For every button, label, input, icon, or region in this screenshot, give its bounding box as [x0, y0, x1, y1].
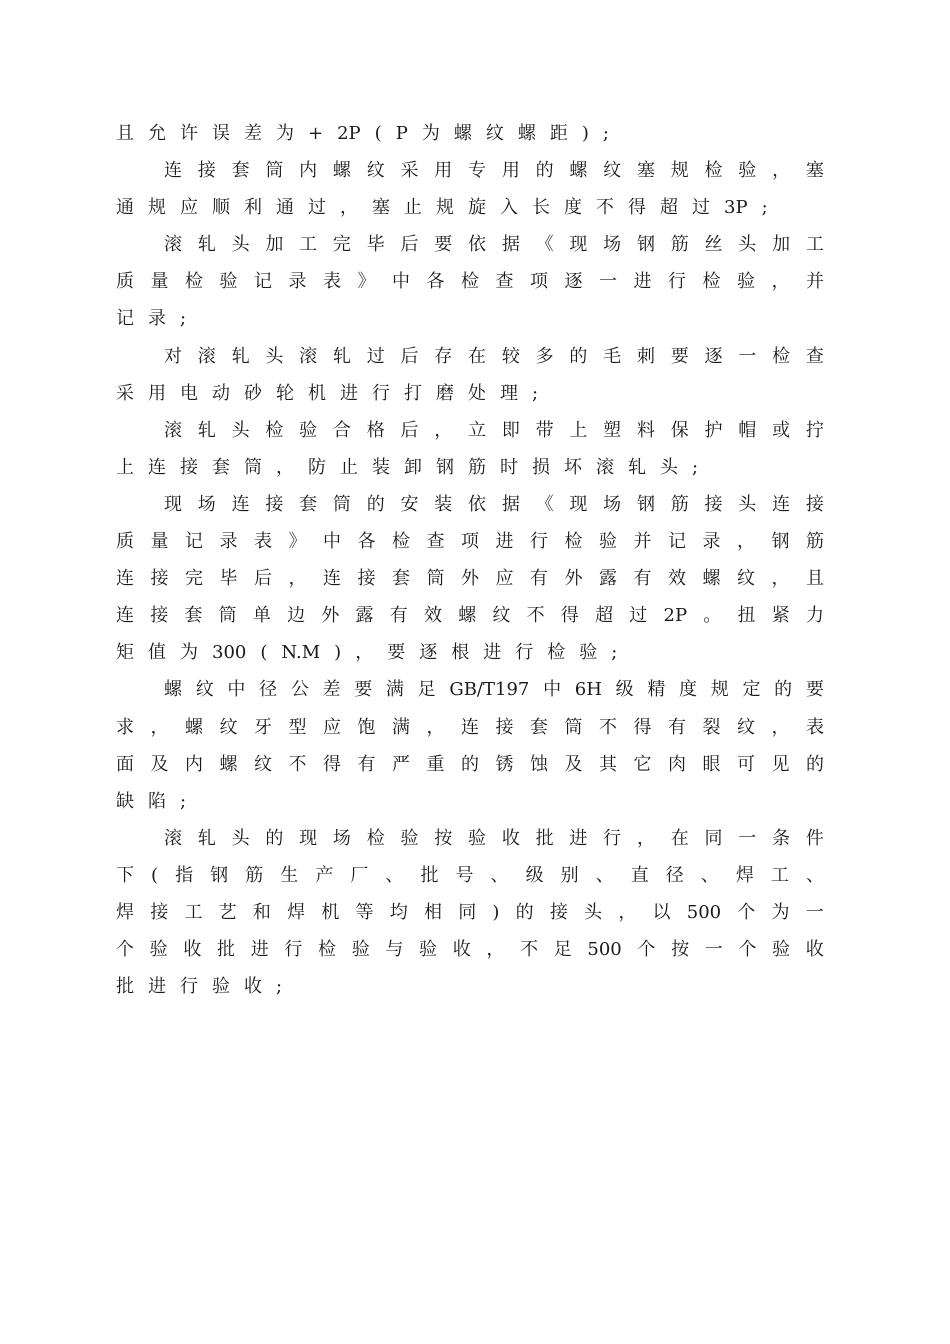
text-line: 个 验 收 批 进 行 检 验 与 验 收 ， 不 足 500 个 按 一 个 验 收: [116, 939, 824, 961]
text-line: 下 ( 指 钢 筋 生 产 厂 、 批 号 、 级 别 、 直 径 、 焊 工 、: [116, 864, 824, 886]
text-line: 批 进 行 验 收 ;: [116, 976, 283, 998]
text-line: 连 接 套 筒 内 螺 纹 采 用 专 用 的 螺 纹 塞 规 检 验 ， 塞: [164, 160, 824, 182]
text-line: 对 滚 轧 头 滚 轧 过 后 存 在 较 多 的 毛 刺 要 逐 一 检 查: [164, 345, 824, 367]
text-line: 滚 轧 头 的 现 场 检 验 按 验 收 批 进 行 ， 在 同 一 条 件: [164, 827, 824, 849]
text-line: 连 接 套 筒 单 边 外 露 有 效 螺 纹 不 得 超 过 2P 。 扭 紧 力: [116, 605, 824, 627]
text-line: 质 量 检 验 记 录 表 》 中 各 检 查 项 逐 一 进 行 检 验 ， 并: [116, 271, 824, 293]
text-line: 滚 轧 头 检 验 合 格 后 ， 立 即 带 上 塑 料 保 护 帽 或 拧: [164, 419, 824, 441]
text-line: 且 允 许 误 差 为 + 2P ( P 为 螺 纹 螺 距 ) ;: [116, 123, 609, 144]
text-line: 通 规 应 顺 利 通 过 ， 塞 止 规 旋 入 长 度 不 得 超 过 3P ;: [116, 197, 768, 219]
text-line: 连 接 完 毕 后 ， 连 接 套 筒 外 应 有 外 露 有 效 螺 纹 ， 且: [116, 568, 824, 590]
text-line: 矩 值 为 300 ( N.M ) ， 要 逐 根 进 行 检 验 ;: [116, 642, 618, 664]
text-line: 螺 纹 中 径 公 差 要 满 足 GB/T197 中 6H 级 精 度 规 定 的 要: [164, 679, 824, 701]
text-line: 面 及 内 螺 纹 不 得 有 严 重 的 锈 蚀 及 其 它 肉 眼 可 见 的: [116, 753, 824, 775]
text-line: 采 用 电 动 砂 轮 机 进 行 打 磨 处 理 ;: [116, 382, 539, 404]
text-line: 焊 接 工 艺 和 焊 机 等 均 相 同 ) 的 接 头 ， 以 500 个 为 一: [116, 901, 824, 923]
text-line: 求 ， 螺 纹 牙 型 应 饱 满 ， 连 接 套 筒 不 得 有 裂 纹 ， 表: [116, 716, 824, 738]
text-line: 滚 轧 头 加 工 完 毕 后 要 依 据 《 现 场 钢 筋 丝 头 加 工: [164, 234, 824, 256]
text-line: 现 场 连 接 套 筒 的 安 装 依 据 《 现 场 钢 筋 接 头 连 接: [164, 493, 824, 515]
text-line: 质 量 记 录 表 》 中 各 检 查 项 进 行 检 验 并 记 录 ， 钢 筋: [116, 531, 824, 553]
text-line: 记 录 ;: [116, 308, 187, 330]
text-line: 缺 陷 ;: [116, 790, 187, 812]
document-body: [116, 115, 824, 1005]
text-line: 上 连 接 套 筒 ， 防 止 装 卸 钢 筋 时 损 坏 滚 轧 头 ;: [116, 456, 699, 478]
